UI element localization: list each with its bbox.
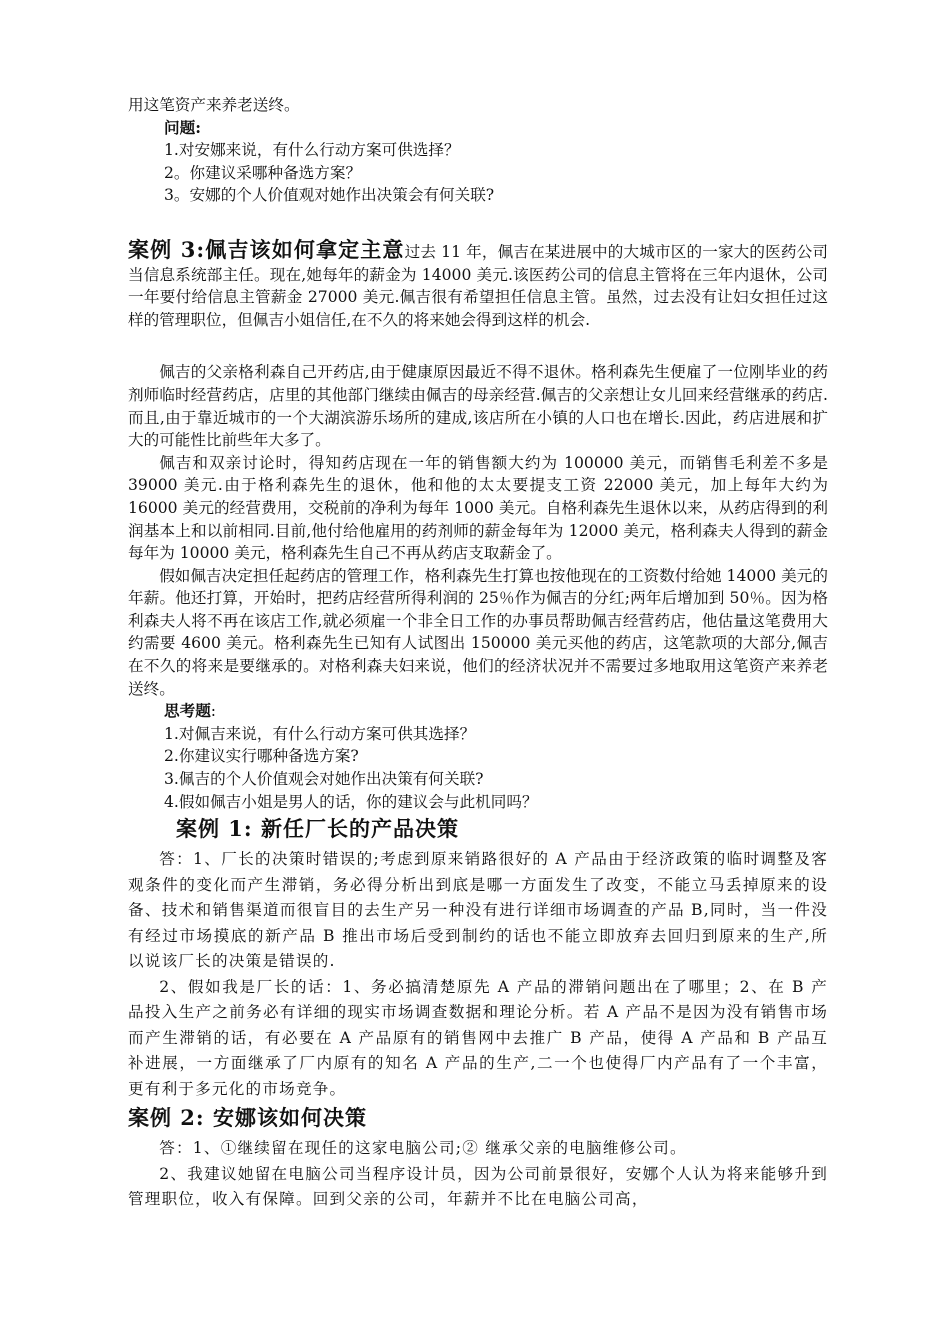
case3-question-2: 2.你建议实行哪种备选方案? <box>164 747 359 766</box>
answer2-title: 案例 2: 安娜该如何决策 <box>128 1105 367 1131</box>
case3-title: 案例 3:佩吉该如何拿定主意 <box>128 236 405 262</box>
case3-paragraph-1: 佩吉的父亲格利森自己开药店,由于健康原因最近不得不退休。格利森先生便雇了一位刚毕业的药剂师临时经营药店，店里的其他部门继续由佩吉的母亲经营.佩吉的父亲想让女儿回来经营继承的药店.而且,由于靠近城市的一个大湖滨游乐场所的建成,该店所在小镇的人口也在增长.因此，药店进展和扩大的可能性比前些年大多了。 <box>128 363 828 450</box>
case3-question-3: 3.佩吉的个人价值观会对她作出决策有何关联? <box>164 770 484 789</box>
case3-questions-heading <box>128 700 828 723</box>
answer1-paragraph-2: 2、假如我是厂长的话：1、务必搞清楚原先 A 产品的滞销问题出在了哪里；2、在 B 产品投入生产之前务必有详细的现实市场调查数据和理论分析。若 A 产品不是因为没有销售市场而产生滞销的话，有必要在 A 产品原有的销售网中去推广 B 产品，使得 A 产品和 B 产品互补进展，一方面继承了厂内原有的知名 A 产品的生产,二一个也使得厂内产品有了一个丰富，更有利于多元化的市场竞争。 <box>128 977 828 1098</box>
case2-question-2: 2。你建议采哪种备选方案？ <box>164 163 362 182</box>
answer2-body <box>128 1136 828 1213</box>
spacer <box>128 207 828 239</box>
case3-paragraph-2: 佩吉和双亲讨论时，得知药店现在一年的销售额大约为 100000 美元，而销售毛利差不多是 39000 美元.由于格利森先生的退休，他和他的太太要提支工资 22000 美元，加上每年大约为 16000 美元的经营费用，交税前的净利为每年 1000 美元。自格利森先生退休以来，从药店得到的利润基本上和以前相同.目前,他付给他雇用的药剂师的薪金每年为 12000 美元，格利森夫人得到的薪金每年为 10000 美元，格利森先生自己不再从药店支取薪金了。 <box>128 453 828 563</box>
answer1-body <box>128 847 828 1102</box>
case3-questions-colon: : <box>210 702 217 721</box>
answer1-paragraph-1: 答：1、厂长的决策时错误的;考虑到原来销路很好的 A 产品由于经济政策的临时调整及客观条件的变化而产生滞销，务必得分析出到底是哪一方面发生了改变，不能立马丢掉原来的设备、技术和销售渠道而很盲目的去生产另一种没有进行详细市场调查的产品 B,同时，当一件没有经过市场摸底的新产品 B 推出市场后受到制约的话也不能立即放弃去回归到原来的生产,所以说该厂长的决策是错误的. <box>128 850 828 971</box>
case3-question-1: 1.对佩吉来说，有什么行动方案可供其选择？ <box>164 724 476 743</box>
case3-question-4: 4.假如佩吉小姐是男人的话，你的建议会与此机同吗？ <box>164 792 538 811</box>
answer2-paragraph-1: 答：1、①继续留在现任的这家电脑公司;② 继承父亲的电脑维修公司。 <box>159 1139 687 1158</box>
case3-questions-label: 思考题 <box>164 701 211 721</box>
answer1-title: 案例 1: 新任厂长的产品决策 <box>176 816 459 842</box>
case2-question-3: 3。安娜的个人价值观对她作出决策会有何关联? <box>164 186 495 205</box>
case3-intro-paragraph <box>128 236 828 331</box>
case3-intro-text: 过去 11 年，佩吉在某进展中的大城市区的一家大的医药公司当信息系统部主任。现在,她每年的薪金为 14000 美元.该医药公司的信息主管将在三年内退休，公司一年要付给信息主管薪金 27000 美元.佩吉很有希望担任信息主管。虽然，过去没有让妇女担任过这样的管理职位，但佩吉小姐信任,在不久的将来她会得到这样的机会. <box>128 242 828 329</box>
case2-closing-line: 用这笔资产来养老送终。 <box>128 96 300 114</box>
spacer <box>128 331 828 361</box>
case2-questions-label: 问题: <box>164 117 201 137</box>
answer2-paragraph-2: 2、我建议她留在电脑公司当程序设计员，因为公司前景很好，安娜个人认为将来能够升到管理职位，收入有保障。回到父亲的公司，年薪并不比在电脑公司高， <box>128 1164 828 1209</box>
case3-paragraph-3: 假如佩吉决定担任起药店的管理工作，格利森先生打算也按他现在的工资数付给她 14000 美元的年薪。他还打算，开始时，把药店经营所得利润的 25％作为佩吉的分红;两年后增加到 50％。因为格利森夫人将不再在该店工作,就必须雇一个非全日工作的办事员帮助佩吉经营药店，他估量这笔费用大约需要 4600 美元。格利森先生已知有人试图出 150000 美元买他的药店，这笔款项的大部分,佩吉在不久的将来是要继承的。对格利森夫妇来说，他们的经济状况并不需要过多地取用这笔资产来养老送终。 <box>128 566 828 698</box>
document-page <box>128 94 828 1213</box>
case2-question-1: 1.对安娜来说，有什么行动方案可供选择？ <box>164 141 460 160</box>
